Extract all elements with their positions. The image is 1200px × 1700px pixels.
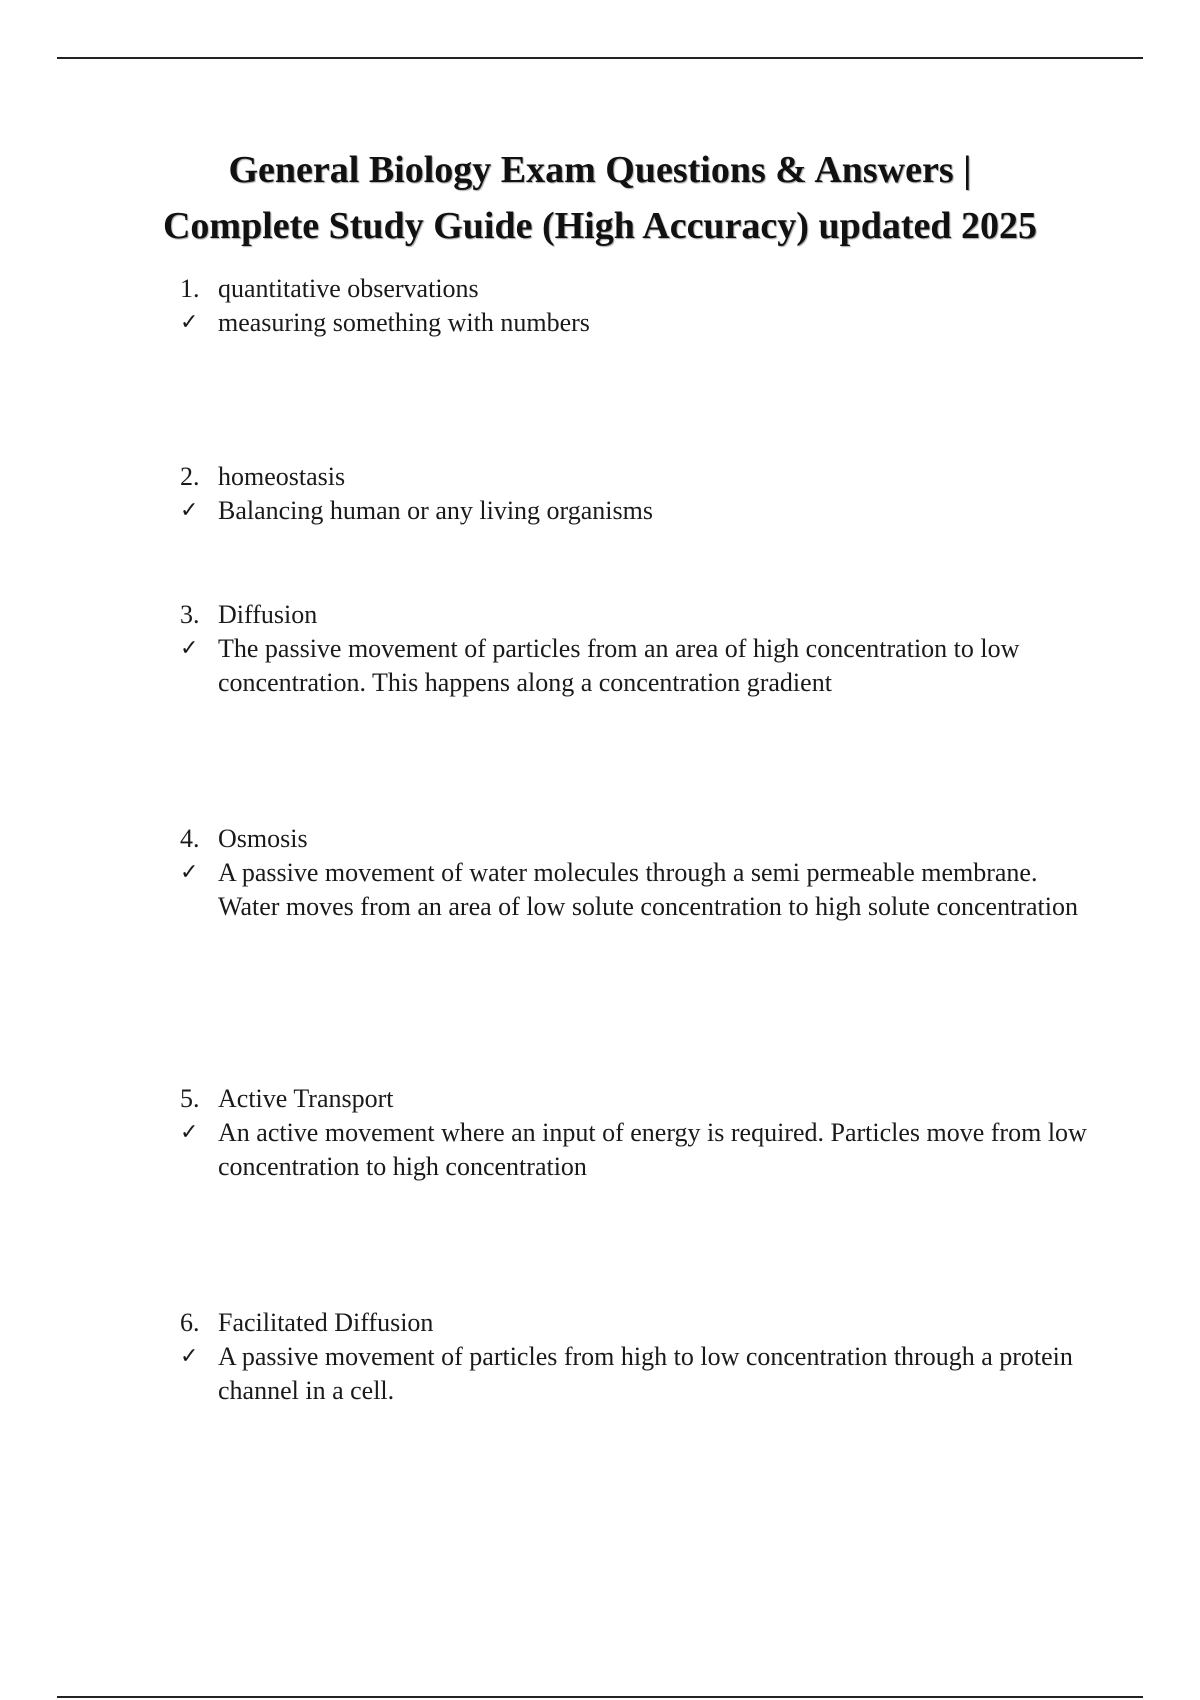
answer-text: A passive movement of water molecules through a semi permeable membrane. Water moves from an area of low solute concentration to high solute concentration	[218, 858, 1078, 921]
question-row	[180, 1082, 1100, 1116]
answer-text: Balancing human or any living organisms	[218, 496, 653, 525]
answer-row	[180, 632, 1100, 700]
question-term: Facilitated Diffusion	[218, 1308, 434, 1337]
answer-row	[180, 1340, 1100, 1408]
answer-text: A passive movement of particles from high to low concentration through a protein channel in a cell.	[218, 1342, 1073, 1405]
title-line-2: Complete Study Guide (High Accuracy) updated 2025	[162, 205, 1038, 247]
answer-text: An active movement where an input of energy is required. Particles move from low concentration to high concentration	[218, 1118, 1087, 1181]
question-term: quantitative observations	[218, 274, 479, 303]
question-number: 1.	[180, 274, 200, 303]
question-row	[180, 822, 1100, 856]
checkmark-icon: ✓	[180, 498, 199, 523]
question-number: 2.	[180, 462, 200, 491]
question-item	[180, 598, 1100, 700]
answer-row	[180, 306, 1100, 340]
question-term: Osmosis	[218, 824, 308, 853]
answer-text: measuring something with numbers	[218, 308, 590, 337]
question-row	[180, 1306, 1100, 1340]
answer-row	[180, 494, 1100, 528]
question-item	[180, 1082, 1100, 1184]
question-item	[180, 822, 1100, 924]
checkmark-icon: ✓	[180, 636, 199, 661]
checkmark-icon: ✓	[180, 1344, 199, 1369]
top-divider	[57, 57, 1143, 59]
question-number: 3.	[180, 600, 200, 629]
question-number: 4.	[180, 824, 200, 853]
checkmark-icon: ✓	[180, 860, 199, 885]
question-item	[180, 460, 1100, 528]
question-item	[180, 1306, 1100, 1408]
checkmark-icon: ✓	[180, 1120, 199, 1145]
question-term: Active Transport	[218, 1084, 394, 1113]
question-number: 5.	[180, 1084, 200, 1113]
answer-row	[180, 856, 1100, 924]
page-title	[100, 142, 1100, 254]
question-term: Diffusion	[218, 600, 318, 629]
bottom-divider	[57, 1696, 1143, 1698]
question-row	[180, 272, 1100, 306]
question-row	[180, 460, 1100, 494]
question-item	[180, 272, 1100, 340]
answer-text: The passive movement of particles from an area of high concentration to low concentration. This happens along a concentration gradient	[218, 634, 1020, 697]
checkmark-icon: ✓	[180, 310, 199, 335]
question-term: homeostasis	[218, 462, 346, 491]
question-row	[180, 598, 1100, 632]
question-number: 6.	[180, 1308, 200, 1337]
answer-row	[180, 1116, 1100, 1184]
title-line-1: General Biology Exam Questions & Answers |	[228, 149, 972, 191]
